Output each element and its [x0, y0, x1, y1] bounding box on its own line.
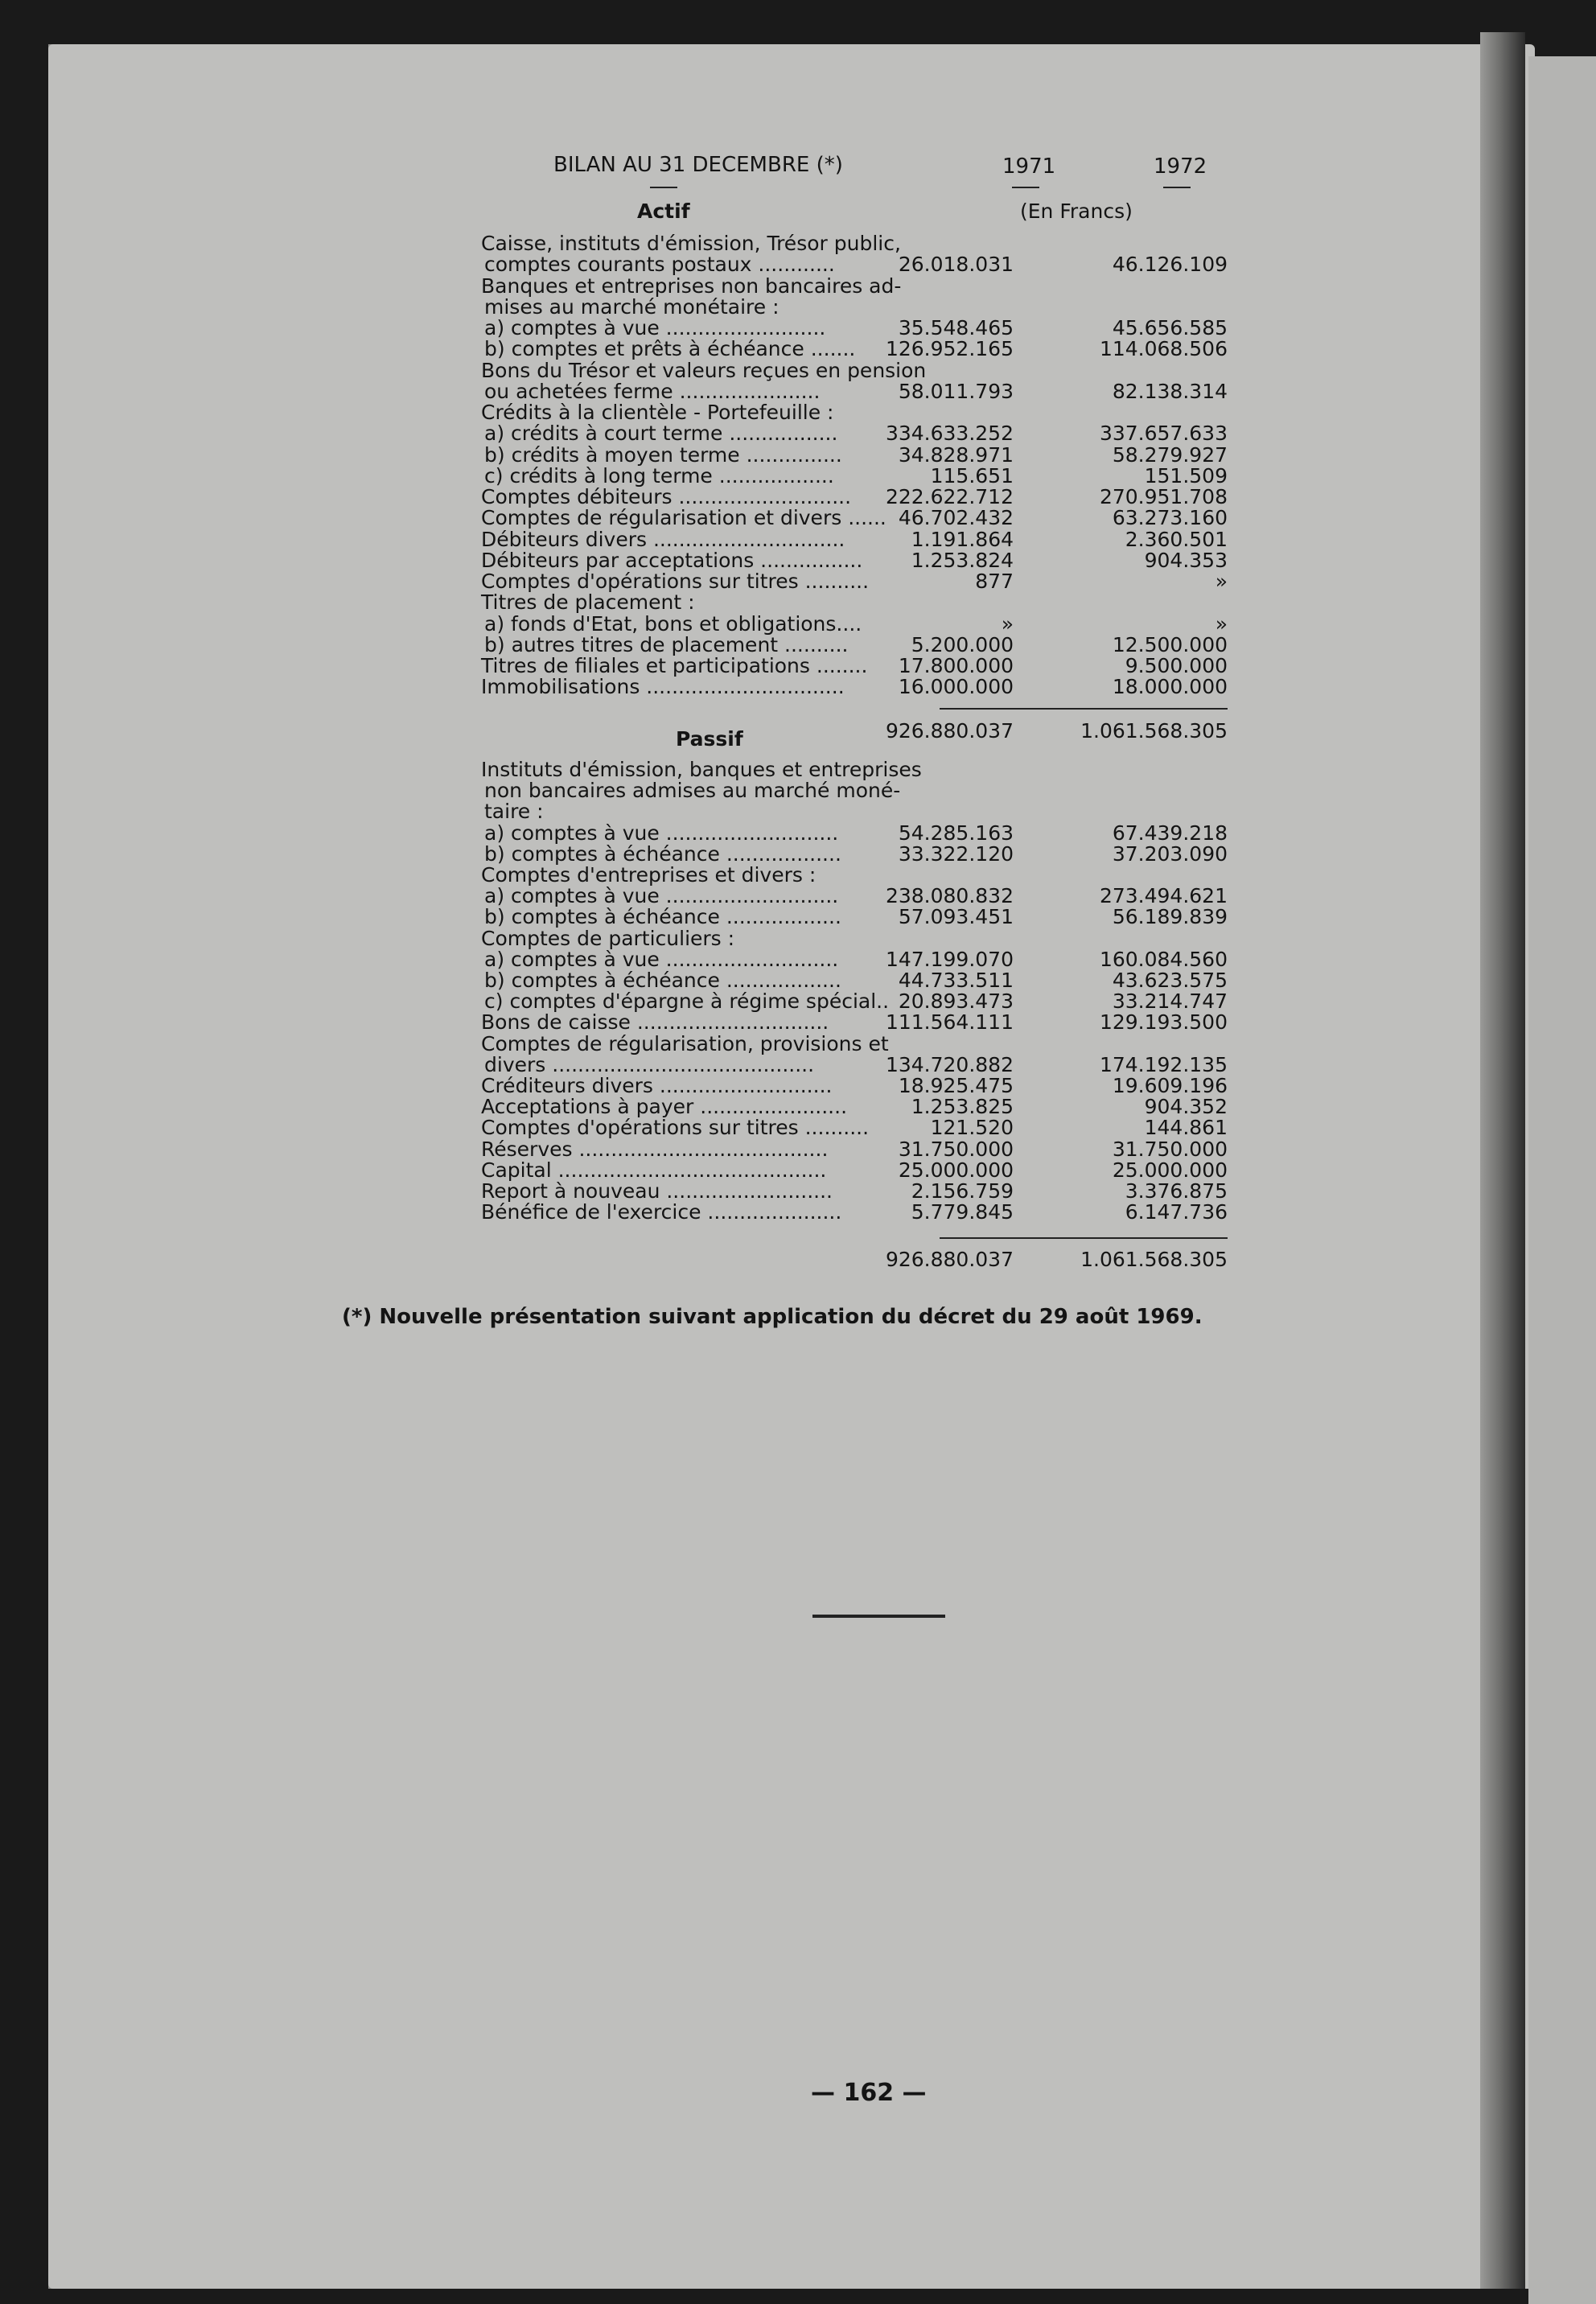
actif-dash [650, 187, 677, 188]
passif-row-label: Comptes d'opérations sur titres .......... [481, 1116, 870, 1140]
passif-row-label: c) comptes d'épargne à régime spécial.. [484, 989, 890, 1014]
actif-row-1972-value: 45.656.585 [1112, 316, 1228, 339]
year-1971-header: 1971 [1002, 154, 1056, 179]
actif-row-1972-value: 904.353 [1144, 548, 1228, 572]
passif-row-1972-value: 67.439.218 [1112, 821, 1228, 845]
actif-row-label: Comptes de régularisation et divers ...... [481, 506, 886, 530]
passif-row [481, 1160, 1228, 1181]
passif-row-label: Comptes de régularisation, provisions et [481, 1031, 889, 1055]
passif-row [481, 949, 1228, 970]
passif-row [481, 1117, 1228, 1138]
book-gutter [1480, 32, 1525, 2289]
passif-row [481, 759, 1228, 780]
actif-total-rule [940, 708, 1228, 710]
actif-row [481, 318, 1228, 339]
passif-row-1971-value: 57.093.451 [898, 905, 1014, 929]
actif-row-label: a) fonds d'Etat, bons et obligations.... [484, 611, 862, 636]
actif-row [481, 423, 1228, 444]
passif-row-1971-value: 33.322.120 [898, 841, 1014, 866]
passif-row-1972-value: 144.861 [1144, 1116, 1228, 1140]
page-number: — 162 — [811, 2079, 927, 2107]
actif-row-label: b) comptes et prêts à échéance ....... [484, 337, 856, 361]
passif-row [481, 1202, 1228, 1223]
actif-row [481, 339, 1228, 360]
passif-row-1971-value: 121.520 [930, 1116, 1014, 1140]
passif-row-1971-value: 44.733.511 [898, 969, 1014, 992]
actif-row-1971-value: 5.200.000 [911, 632, 1014, 656]
year-1972-header: 1972 [1154, 154, 1207, 179]
passif-row [481, 841, 1228, 866]
actif-row-1972-value: » [1215, 611, 1228, 636]
actif-row-1971-value: 1.191.864 [911, 527, 1014, 551]
actif-row-1972-value: 63.273.160 [1112, 506, 1228, 530]
actif-row-1972-value: 2.360.501 [1125, 527, 1228, 551]
actif-row [481, 632, 1228, 656]
passif-row-1971-value: 1.253.825 [911, 1095, 1014, 1119]
actif-row [481, 677, 1228, 697]
actif-row-label: Caisse, instituts d'émission, Trésor public, [481, 232, 901, 255]
passif-row-1971-value: 20.893.473 [898, 989, 1014, 1014]
passif-row-label: taire : [484, 800, 544, 824]
adjacent-page [1528, 56, 1596, 2304]
passif-row-1972-value: 3.376.875 [1125, 1179, 1228, 1203]
actif-row-label: Comptes débiteurs ........................... [481, 485, 852, 508]
passif-row-1972-value: 6.147.736 [1125, 1200, 1228, 1224]
actif-row-1971-value: » [1001, 611, 1014, 636]
actif-row-1972-value: 58.279.927 [1112, 442, 1228, 467]
actif-total-row [481, 721, 1228, 742]
passif-row-1972-value: 273.494.621 [1099, 884, 1228, 908]
passif-row [481, 1181, 1228, 1202]
passif-row-1971-value: 2.156.759 [911, 1179, 1014, 1203]
actif-row-label: c) crédits à long terme .................. [484, 463, 834, 488]
actif-row-1971-value: 34.828.971 [898, 442, 1014, 467]
actif-row [481, 592, 1228, 613]
passif-row [481, 1012, 1228, 1033]
actif-row [481, 381, 1228, 402]
actif-row [481, 254, 1228, 275]
passif-row-1972-value: 129.193.500 [1099, 1010, 1228, 1035]
passif-row-1971-value: 147.199.070 [885, 947, 1014, 971]
actif-row-1971-value: 58.011.793 [898, 379, 1014, 403]
passif-total-1971: 926.880.037 [885, 1248, 1014, 1271]
passif-row [481, 1096, 1228, 1117]
actif-row-1972-value: 82.138.314 [1112, 379, 1228, 403]
actif-row-1972-value: 114.068.506 [1099, 337, 1228, 361]
actif-row-label: b) crédits à moyen terme ............... [484, 442, 842, 467]
actif-row [481, 276, 1228, 297]
actif-row-1971-value: 1.253.824 [911, 548, 1014, 572]
passif-total-row [481, 1249, 1228, 1270]
actif-row-label: a) crédits à court terme ................. [484, 422, 838, 446]
actif-row-label: Débiteurs par acceptations ................ [481, 548, 863, 572]
actif-row [481, 442, 1228, 467]
passif-row [481, 907, 1228, 928]
passif-row-1971-value: 238.080.832 [885, 884, 1014, 908]
actif-row-label: Comptes d'opérations sur titres .......... [481, 570, 870, 593]
passif-row-label: b) comptes à échéance .................. [484, 969, 841, 992]
passif-row-label: Créditeurs divers ........................... [481, 1074, 833, 1097]
actif-row-1972-value: 337.657.633 [1099, 422, 1228, 446]
passif-row-1972-value: 19.609.196 [1112, 1074, 1228, 1097]
passif-row-1972-value: 37.203.090 [1112, 841, 1228, 866]
actif-row [481, 463, 1228, 488]
actif-row [481, 402, 1228, 423]
passif-row [481, 1139, 1228, 1160]
passif-row-1972-value: 160.084.560 [1099, 947, 1228, 971]
balance-sheet-title: BILAN AU 31 DECEMBRE (*) [553, 153, 843, 177]
actif-row-1971-value: 17.800.000 [898, 654, 1014, 677]
actif-row [481, 360, 1228, 381]
actif-row-1971-value: 26.018.031 [898, 253, 1014, 277]
passif-total-1972: 1.061.568.305 [1080, 1248, 1228, 1271]
passif-row-1971-value: 134.720.882 [885, 1052, 1014, 1076]
passif-row-1972-value: 31.750.000 [1112, 1137, 1228, 1161]
passif-row-label: divers ......................................... [484, 1052, 815, 1076]
actif-row [481, 233, 1228, 254]
actif-row [481, 656, 1228, 677]
actif-row-label: Banques et entreprises non bancaires ad- [481, 274, 902, 298]
actif-row-label: Bons du Trésor et valeurs reçues en pension [481, 358, 927, 382]
passif-heading: Passif [676, 727, 743, 751]
actif-row [481, 508, 1228, 529]
actif-heading: Actif [637, 200, 690, 223]
actif-row-1971-value: 877 [975, 570, 1014, 593]
actif-row-label: Débiteurs divers .............................. [481, 527, 845, 551]
actif-row-1972-value: 12.500.000 [1112, 632, 1228, 656]
actif-row-label: Immobilisations ............................... [481, 675, 845, 699]
passif-row-label: a) comptes à vue ........................... [484, 947, 839, 971]
passif-row-1971-value: 31.750.000 [898, 1137, 1014, 1161]
passif-row [481, 1052, 1228, 1076]
passif-row-label: Capital .......................................... [481, 1158, 827, 1182]
passif-row-1972-value: 56.189.839 [1112, 905, 1228, 929]
passif-row-1972-value: 33.214.747 [1112, 989, 1228, 1014]
actif-row-1971-value: 222.622.712 [885, 485, 1014, 508]
passif-row-1971-value: 18.925.475 [898, 1074, 1014, 1097]
passif-row-label: a) comptes à vue ........................... [484, 884, 839, 908]
actif-row-1972-value: 46.126.109 [1112, 253, 1228, 277]
passif-row-label: Bénéfice de l'exercice ..................... [481, 1200, 842, 1224]
passif-row [481, 970, 1228, 991]
actif-row-label: a) comptes à vue ......................... [484, 316, 826, 339]
actif-row-1972-value: 151.509 [1144, 463, 1228, 488]
actif-row-label: ou achetées ferme ...................... [484, 379, 821, 403]
passif-row [481, 1076, 1228, 1096]
passif-row [481, 928, 1228, 949]
passif-total-rule [940, 1237, 1228, 1239]
passif-row-1972-value: 25.000.000 [1112, 1158, 1228, 1182]
actif-row-1972-value: 9.500.000 [1125, 654, 1228, 677]
passif-row-label: Bons de caisse .............................. [481, 1010, 829, 1035]
passif-row [481, 823, 1228, 844]
actif-row [481, 550, 1228, 571]
passif-row-label: Comptes de particuliers : [481, 926, 735, 950]
passif-row-1971-value: 54.285.163 [898, 821, 1014, 845]
actif-row [481, 571, 1228, 592]
passif-row-label: a) comptes à vue ........................... [484, 821, 839, 845]
passif-row-1971-value: 25.000.000 [898, 1158, 1014, 1182]
passif-row [481, 780, 1228, 801]
actif-row-label: mises au marché monétaire : [484, 294, 779, 319]
passif-row [481, 801, 1228, 822]
passif-row-label: non bancaires admises au marché moné- [484, 779, 901, 803]
actif-row [481, 294, 1228, 319]
actif-row-label: Titres de placement : [481, 590, 695, 615]
actif-row-label: Titres de filiales et participations ........ [481, 654, 868, 677]
actif-row-1972-value: 18.000.000 [1112, 675, 1228, 699]
actif-row-1971-value: 35.548.465 [898, 316, 1014, 339]
footnote: (*) Nouvelle présentation suivant application du décret du 29 août 1969. [342, 1305, 1203, 1329]
passif-row [481, 865, 1228, 886]
separator-rule [812, 1615, 945, 1618]
actif-row [481, 611, 1228, 636]
passif-row-1971-value: 111.564.111 [885, 1010, 1014, 1035]
passif-row-label: Instituts d'émission, banques et entreprises [481, 758, 922, 781]
actif-row-label: comptes courants postaux ............ [484, 253, 835, 277]
passif-row-1972-value: 43.623.575 [1112, 969, 1228, 992]
actif-row-label: Crédits à la clientèle - Portefeuille : [481, 401, 834, 424]
year-1972-dash [1163, 187, 1191, 188]
actif-row-label: b) autres titres de placement .......... [484, 632, 849, 656]
passif-row-label: Comptes d'entreprises et divers : [481, 863, 817, 887]
passif-row-1972-value: 174.192.135 [1099, 1052, 1228, 1076]
passif-row-label: Report à nouveau .......................... [481, 1179, 833, 1203]
passif-row [481, 991, 1228, 1012]
passif-row [481, 886, 1228, 907]
passif-row-1971-value: 5.779.845 [911, 1200, 1014, 1224]
passif-row-label: Acceptations à payer ....................... [481, 1095, 848, 1119]
passif-row [481, 1031, 1228, 1055]
passif-row-label: b) comptes à échéance .................. [484, 841, 841, 866]
actif-row-1971-value: 334.633.252 [885, 422, 1014, 446]
actif-total-1971: 926.880.037 [885, 719, 1014, 743]
actif-row [481, 529, 1228, 550]
passif-row-label: b) comptes à échéance .................. [484, 905, 841, 929]
passif-row-label: Réserves ....................................... [481, 1137, 829, 1161]
actif-row-1971-value: 126.952.165 [885, 337, 1014, 361]
actif-row-1972-value: » [1215, 570, 1228, 593]
actif-row-1971-value: 16.000.000 [898, 675, 1014, 699]
passif-row-1972-value: 904.352 [1144, 1095, 1228, 1119]
actif-row-1971-value: 46.702.432 [898, 506, 1014, 530]
actif-row [481, 487, 1228, 508]
year-1971-dash [1012, 187, 1039, 188]
currency-note: (En Francs) [1020, 200, 1133, 223]
actif-row-1971-value: 115.651 [930, 463, 1014, 488]
actif-total-1972: 1.061.568.305 [1080, 719, 1228, 743]
actif-row-1972-value: 270.951.708 [1099, 485, 1228, 508]
